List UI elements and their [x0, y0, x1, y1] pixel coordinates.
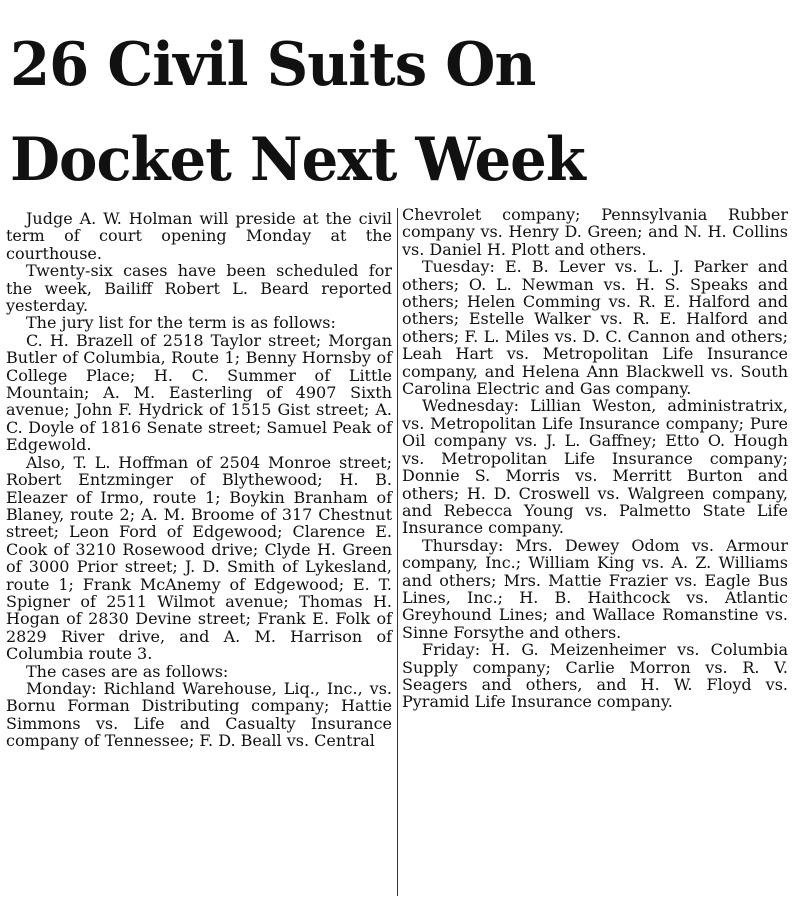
right-column	[402, 206, 788, 711]
article-paragraph: The jury list for the term is as follows:	[26, 313, 336, 333]
thursday-cases-paragraph: Thursday: Mrs. Dewey Odom vs. Armour company, Inc.; William King vs. A. Z. Williams and others; Mrs. Mattie Frazier vs. Eagle Bus Lines, Inc.; H. B. Haithcock vs. Atlantic Greyhound Lines; and Wallace Romanstine vs. Sinne Forsythe and others.	[402, 535, 788, 642]
article-paragraph: Judge A. W. Holman will preside at the civil term of court opening Monday at the courthouse.	[6, 209, 392, 263]
headline-line-2: Docket Next Week	[10, 125, 585, 195]
article-paragraph: The cases are as follows:	[26, 661, 229, 681]
tuesday-cases-paragraph: Tuesday: E. B. Lever vs. L. J. Parker and others; O. L. Newman vs. H. S. Speaks and others; Helen Comming vs. R. E. Halford and others; Estelle Walker vs. R. E. Halford and others; F. L. Miles vs. D. C. Cannon and others; Leah Hart vs. Metropolitan Life Insurance company, and Helena Ann Blackwell vs. South Carolina Electric and Gas company.	[402, 257, 788, 399]
jury-list-paragraph: Also, T. L. Hoffman of 2504 Monroe street; Robert Entzminger of Blythewood; H. B. Eleazer of Irmo, route 1; Boykin Branham of Blaney, route 2; A. M. Broome of 317 Chestnut street; Leon Ford of Edgewood; Clarence E. Cook of 3210 Rosewood drive; Clyde H. Green of 3000 Prior street; J. D. Smith of Lykesland, route 1; Frank McAnemy of Edgewood; E. T. Spigner of 2511 Wilmot avenue; Thomas H. Hogan of 2830 Devine street; Frank E. Folk of 2829 River drive, and A. M. Harrison of Columbia route 3.	[6, 452, 392, 664]
headline-line-1: 26 Civil Suits On	[10, 30, 536, 100]
wednesday-cases-paragraph: Wednesday: Lillian Weston, administratrix, vs. Metropolitan Life Insurance company; Pure Oil company vs. J. L. Gaffney; Etto O. Hough vs. Metropolitan Life Insurance company; Donnie S. Morris vs. Merritt Burton and others; H. D. Croswell vs. Walgreen company, and Rebecca Young vs. Palmetto State Life Insurance company.	[402, 396, 788, 538]
column-divider	[397, 208, 398, 896]
left-column	[6, 206, 392, 750]
monday-cases-paragraph: Monday: Richland Warehouse, Liq., Inc., vs. Bornu Forman Distributing company; Hattie Simmons vs. Life and Casualty Insurance company of Tennessee; F. D. Beall vs. Central	[6, 678, 392, 751]
jury-list-paragraph: C. H. Brazell of 2518 Taylor street; Morgan Butler of Columbia, Route 1; Benny Hornsby of College Place; H. C. Summer of Little Mountain; A. M. Easterling of 4907 Sixth avenue; John F. Hydrick of 1515 Gist street; A. C. Doyle of 1816 Senate street; Samuel Peak of Edgewold.	[6, 330, 392, 455]
monday-cases-continued: Chevrolet company; Pennsylvania Rubber company vs. Henry D. Green; and N. H. Collins vs. Daniel H. Plott and others.	[402, 205, 788, 259]
headline	[10, 18, 759, 208]
article-paragraph: Twenty-six cases have been scheduled for the week, Bailiff Robert L. Beard reported yesterday.	[6, 261, 392, 316]
friday-cases-paragraph: Friday: H. G. Meizenheimer vs. Columbia Supply company; Carlie Morron vs. R. V. Seagers and others, and H. W. Floyd vs. Pyramid Life Insurance company.	[402, 640, 788, 712]
